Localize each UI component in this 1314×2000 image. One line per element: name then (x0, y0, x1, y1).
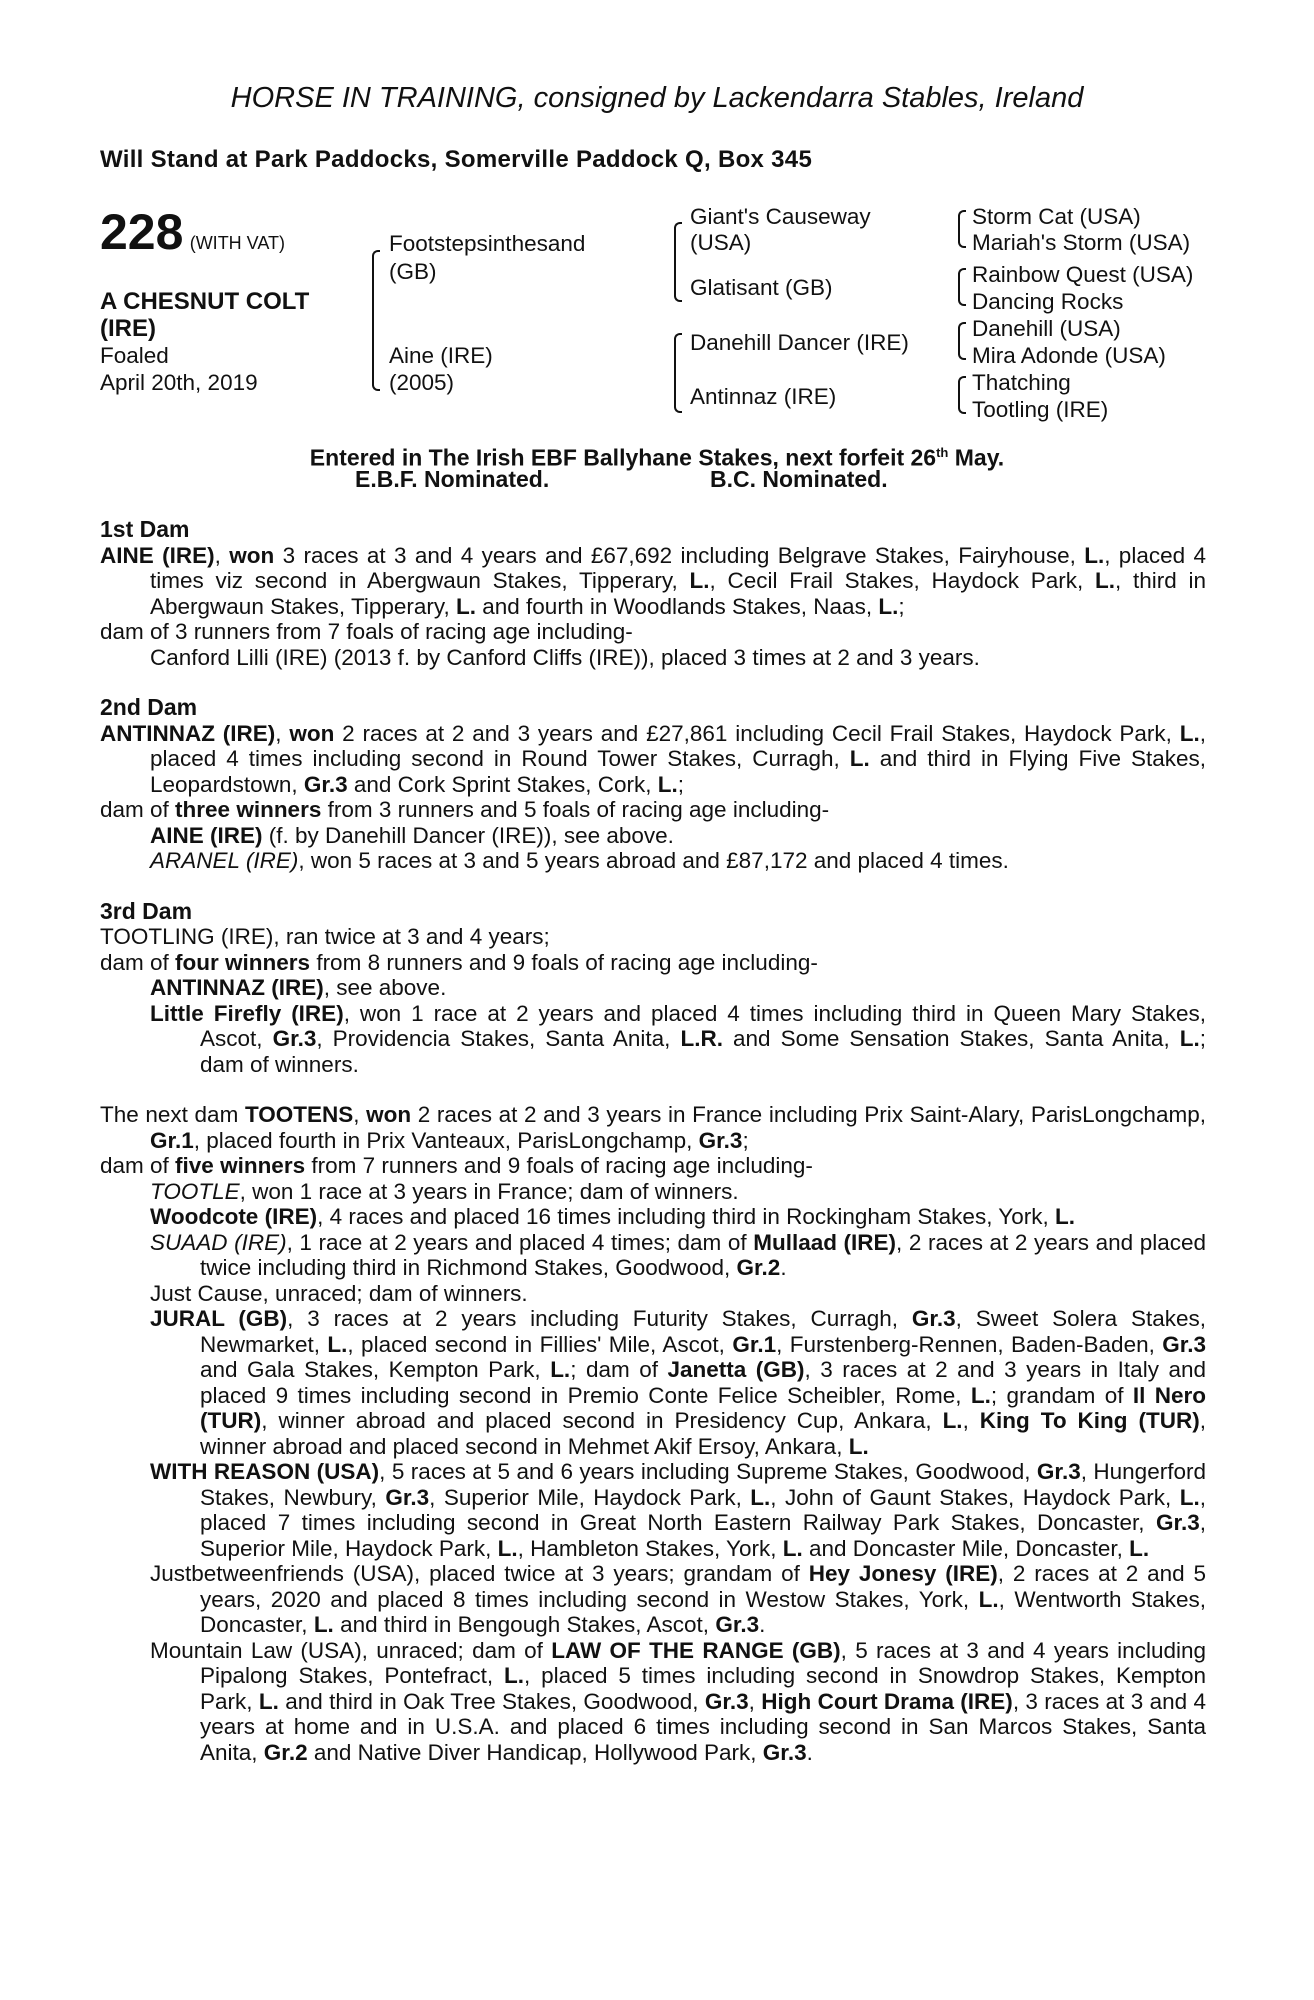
dam-year: (2005) (389, 370, 455, 395)
gp-brace-3 (958, 322, 966, 360)
vat-note: (WITH VAT) (189, 233, 286, 253)
dam-sire: Danehill Dancer (IRE) (690, 330, 909, 355)
dam-name: Aine (IRE) (389, 343, 493, 368)
ebf-nominated: E.B.F. Nominated. (355, 466, 550, 492)
sire-sire-country: (USA) (690, 230, 752, 255)
ggp-dsd: Mira Adonde (USA) (972, 343, 1166, 368)
progeny-justbetweenfriends: Justbetweenfriends (USA), placed twice at 3 years; grandam of Hey Jonesy (IRE), 2 races at 2 and 5 years, 2020 and placed 8 times including second in Westow Stakes, York, L., Wentworth Stakes, Doncaster, L. and third in Bengough Stakes, Ascot, Gr.3. (150, 1561, 1207, 1637)
ggp-ssd: Mariah's Storm (USA) (972, 230, 1191, 255)
sire-brace (372, 250, 380, 391)
entry-notice: Entered in The Irish EBF Ballyhane Stakes, next forfeit 26th May. (309, 444, 1005, 471)
stand-location: Will Stand at Park Paddocks, Somerville Paddock Q, Box 345 (100, 146, 813, 173)
bc-nominated: B.C. Nominated. (710, 466, 888, 492)
lot-number-line (100, 204, 286, 260)
dam-parents-brace (674, 333, 682, 413)
catalogue-header: HORSE IN TRAINING, consigned by Lackendarra Stables, Ireland (230, 82, 1084, 114)
next-dam-record: The next dam TOOTENS, won 2 races at 2 and 3 years in France including Prix Saint-Alary, ParisLongchamp, Gr.1, placed fourth in Prix Vanteaux, ParisLongchamp, Gr.3; (100, 1102, 1206, 1153)
dam-dam: Antinnaz (IRE) (690, 384, 837, 409)
second-dam-produce: dam of three winners from 3 runners and 5 foals of racing age including- (100, 797, 830, 822)
sire-sire: Giant's Causeway (690, 204, 871, 229)
third-dam-progeny-2: Little Firefly (IRE), won 1 race at 2 years and placed 4 times including third in Queen Mary Stakes, Ascot, Gr.3, Providencia Stakes, Santa Anita, L.R. and Some Sensation Stakes, Santa Anita, L.; dam of winners. (150, 1000, 1206, 1077)
catalogue-body (100, 517, 1206, 1765)
first-dam-produce: dam of 3 runners from 7 foals of racing age including- (100, 619, 633, 644)
next-dam-produce: dam of five winners from 7 runners and 9 foals of racing age including- (100, 1153, 813, 1178)
gp-brace-2 (958, 268, 966, 306)
second-dam-progeny-1: AINE (IRE) (f. by Danehill Dancer (IRE)), see above. (150, 822, 674, 848)
progeny-woodcote: Woodcote (IRE), 4 races and placed 16 times including third in Rockingham Stakes, York, L. (150, 1204, 1075, 1229)
first-dam-progeny: Canford Lilli (IRE) (2013 f. by Canford Cliffs (IRE)), placed 3 times at 2 and 3 years. (150, 644, 980, 670)
third-dam-progeny-1: ANTINNAZ (IRE), see above. (150, 975, 447, 1000)
ggp-dds: Thatching (972, 370, 1071, 395)
second-dam-heading: 2nd Dam (100, 694, 198, 720)
second-dam-record: ANTINNAZ (IRE), won 2 races at 2 and 3 years and £27,861 including Cecil Frail Stakes, Haydock Park, L., placed 4 times including second in Round Tower Stakes, Curragh, L. and third in Flying Five Stakes, Leopardstown, Gr.3 and Cork Sprint Stakes, Cork, L.; (100, 720, 1206, 797)
foaled-label: Foaled (100, 343, 169, 368)
third-dam-produce: dam of four winners from 8 runners and 9 foals of racing age including- (100, 949, 818, 975)
third-dam-record: TOOTLING (IRE), ran twice at 3 and 4 years; (100, 924, 550, 949)
sire-name: Footstepsinthesand (389, 231, 586, 256)
progeny-with-reason: WITH REASON (USA), 5 races at 5 and 6 years including Supreme Stakes, Goodwood, Gr.3, Hungerford Stakes, Newbury, Gr.3, Superior Mile, Haydock Park, L., John of Gaunt Stakes, Haydock Park, L., placed 7 times including second in Great North Eastern Railway Park Stakes, Doncaster, Gr.3, Superior Mile, Haydock Park, L., Hambleton Stakes, York, L. and Doncaster Mile, Doncaster, L. (150, 1459, 1206, 1561)
first-dam-record: AINE (IRE), won 3 races at 3 and 4 years and £67,692 including Belgrave Stakes, Fairyhouse, L., placed 4 times viz second in Abergwaun Stakes, Tipperary, L., Cecil Frail Stakes, Haydock Park, L., third in Abergwaun Stakes, Tipperary, L. and fourth in Woodlands Stakes, Naas, L.; (100, 542, 1206, 619)
ggp-ddd: Tootling (IRE) (972, 397, 1109, 422)
first-dam-heading: 1st Dam (100, 516, 190, 542)
lot-origin: (IRE) (100, 315, 156, 342)
second-dam-progeny-2: ARANEL (IRE), won 5 races at 3 and 5 years abroad and £87,172 and placed 4 times. (150, 848, 1009, 873)
gp-brace-1 (958, 210, 966, 248)
sire-parents-brace (674, 222, 682, 302)
sire-dam: Glatisant (GB) (690, 275, 833, 300)
sire-country: (GB) (389, 259, 437, 284)
progeny-just-cause: Just Cause, unraced; dam of winners. (150, 1280, 528, 1306)
ggp-sds: Rainbow Quest (USA) (972, 262, 1194, 287)
ggp-sss: Storm Cat (USA) (972, 204, 1141, 229)
gp-brace-4 (958, 376, 966, 414)
lot-number: 228 (100, 204, 184, 260)
progeny-jural: JURAL (GB), 3 races at 2 years including Futurity Stakes, Curragh, Gr.3, Sweet Solera Stakes, Newmarket, L., placed second in Fillies' Mile, Ascot, Gr.1, Furstenberg-Rennen, Baden-Baden, Gr.3 and Gala Stakes, Kempton Park, L.; dam of Janetta (GB), 3 races at 2 and 3 years in Italy and placed 9 times including second in Premio Conte Felice Scheibler, Rome, L.; grandam of Il Nero (TUR), winner abroad and placed second in Presidency Cup, Ankara, L., King To King (TUR), winner abroad and placed second in Mehmet Akif Ersoy, Ankara, L. (150, 1306, 1207, 1459)
progeny-tootle: TOOTLE, won 1 race at 3 years in France; dam of winners. (150, 1178, 739, 1204)
foaled-date: April 20th, 2019 (100, 370, 258, 395)
progeny-mountain-law: Mountain Law (USA), unraced; dam of LAW OF THE RANGE (GB), 5 races at 3 and 4 years including Pipalong Stakes, Pontefract, L., placed 5 times including second in Snowdrop Stakes, Kempton Park, L. and third in Oak Tree Stakes, Goodwood, Gr.3, High Court Drama (IRE), 3 races at 3 and 4 years at home and in U.S.A. and placed 6 times including second in San Marcos Stakes, Santa Anita, Gr.2 and Native Diver Handicap, Hollywood Park, Gr.3. (150, 1637, 1207, 1765)
ggp-sdd: Dancing Rocks (972, 289, 1124, 314)
lot-description: A CHESNUT COLT (100, 288, 310, 315)
third-dam-heading: 3rd Dam (100, 897, 193, 924)
progeny-suaad: SUAAD (IRE), 1 race at 2 years and placed 4 times; dam of Mullaad (IRE), 2 races at 2 years and placed twice including third in Richmond Stakes, Goodwood, Gr.2. (150, 1229, 1206, 1280)
ggp-dss: Danehill (USA) (972, 316, 1121, 341)
